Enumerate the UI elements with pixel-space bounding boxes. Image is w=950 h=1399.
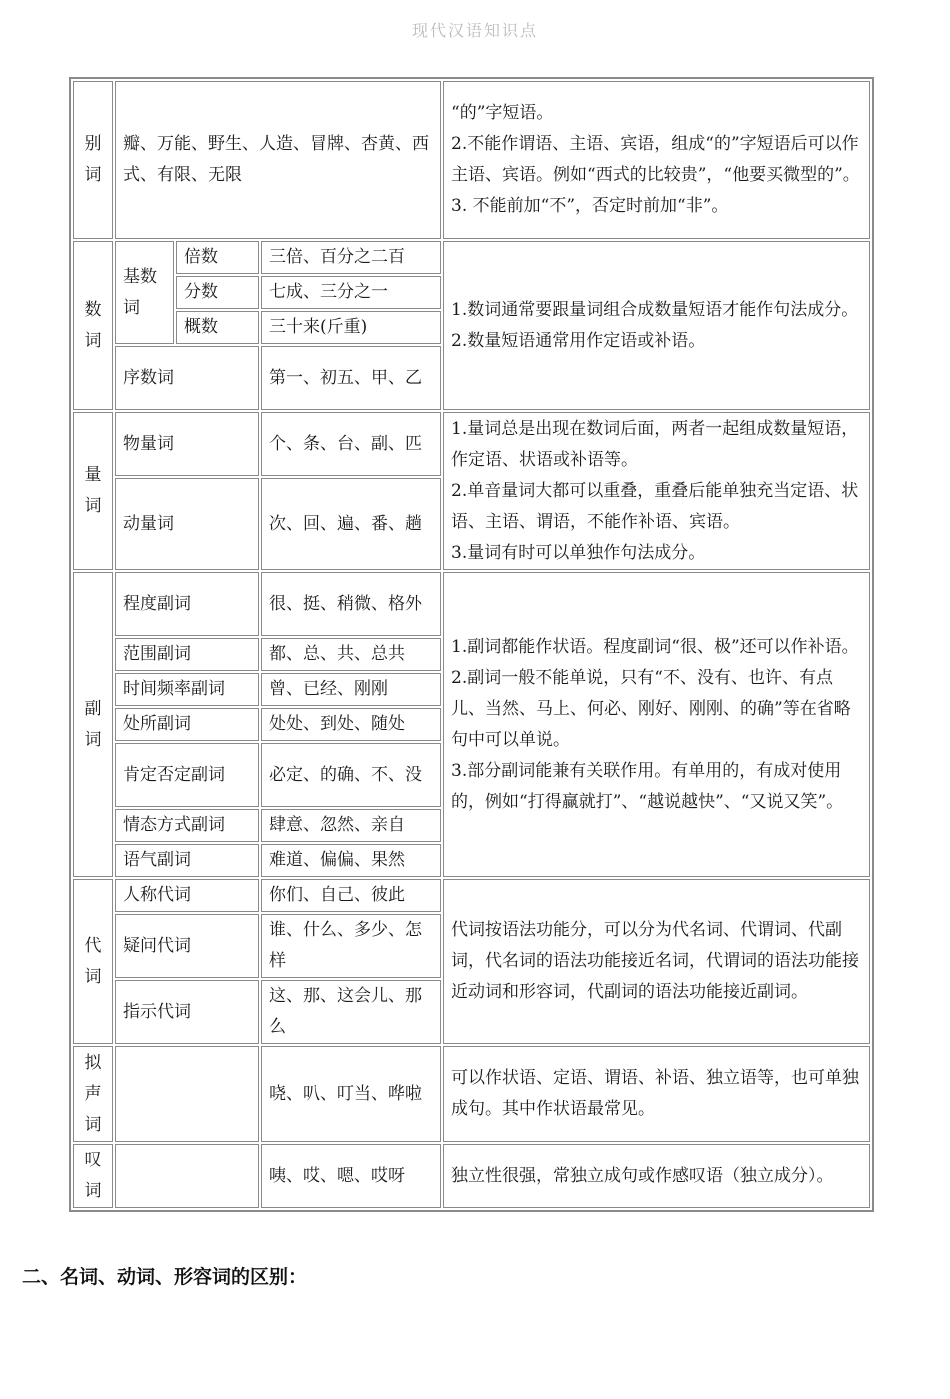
- notes-cell: 1.量词总是出现在数词后面，两者一起组成数量短语，作定语、状语或补语等。 2.单音量词大都可以重叠，重叠后能单独充当定语、状语、主语、谓语，不能作补语、宾语。 3.量词有时可以单独作句法成分。: [443, 412, 870, 570]
- examples-cell: 次、回、遍、番、趟: [261, 478, 441, 570]
- notes-cell: “的”字短语。 2.不能作谓语、主语、宾语，组成“的”字短语后可以作主语、宾语。例如“西式的比较贵”，“他要买微型的”。 3. 不能前加“不”，否定时前加“非”。: [443, 81, 870, 239]
- examples-cell: 必定、的确、不、没: [261, 743, 441, 807]
- examples-cell: 三倍、百分之二百: [261, 241, 441, 274]
- examples-cell: 处处、到处、随处: [261, 708, 441, 741]
- notes-cell: 可以作状语、定语、谓语、补语、独立语等，也可单独成句。其中作状语最常见。: [443, 1046, 870, 1142]
- row-onomatopoeia: [73, 1046, 870, 1142]
- subcategory-cell: 基数词: [115, 241, 174, 344]
- subtype-cell: 分数: [176, 276, 259, 309]
- category-cell: 代词: [73, 879, 113, 1044]
- category-cell: 拟声词: [73, 1046, 113, 1142]
- examples-cell: 谁、什么、多少、怎样: [261, 914, 441, 978]
- examples-cell: 咦、哎、嗯、哎呀: [261, 1144, 441, 1208]
- examples-cell: 瓣、万能、野生、人造、冒牌、杏黄、西式、有限、无限: [115, 81, 441, 239]
- section-heading: 二、名词、动词、形容词的区别：: [22, 1266, 308, 1288]
- subcategory-cell: 序数词: [115, 346, 259, 410]
- examples-cell: 难道、偏偏、果然: [261, 844, 441, 877]
- subcategory-cell: 指示代词: [115, 980, 259, 1044]
- row-distinction-word: [73, 81, 870, 239]
- examples-cell: 都、总、共、总共: [261, 638, 441, 671]
- category-cell: 量词: [73, 412, 113, 570]
- examples-cell: 个、条、台、副、匹: [261, 412, 441, 476]
- subcategory-cell: [115, 1144, 259, 1208]
- examples-cell: 第一、初五、甲、乙: [261, 346, 441, 410]
- row-pronoun: [73, 879, 870, 912]
- category-cell: 副词: [73, 572, 113, 877]
- category-cell: 数词: [73, 241, 113, 410]
- subcategory-cell: 人称代词: [115, 879, 259, 912]
- subcategory-cell: 时间频率副词: [115, 673, 259, 706]
- subcategory-cell: 情态方式副词: [115, 809, 259, 842]
- subcategory-cell: 程度副词: [115, 572, 259, 636]
- examples-cell: 三十来(斤重): [261, 311, 441, 344]
- row-measure: [73, 412, 870, 476]
- row-interjection: [73, 1144, 870, 1208]
- subcategory-cell: 物量词: [115, 412, 259, 476]
- category-cell: 叹词: [73, 1144, 113, 1208]
- subtype-cell: 概数: [176, 311, 259, 344]
- notes-cell: 代词按语法功能分，可以分为代名词、代谓词、代副词，代名词的语法功能接近名词，代谓词的语法功能接近动词和形容词，代副词的语法功能接近副词。: [443, 879, 870, 1044]
- examples-cell: 很、挺、稍微、格外: [261, 572, 441, 636]
- examples-cell: 这、那、这会儿、那么: [261, 980, 441, 1044]
- examples-cell: 曾、已经、刚刚: [261, 673, 441, 706]
- subcategory-cell: 疑问代词: [115, 914, 259, 978]
- subcategory-cell: 肯定否定副词: [115, 743, 259, 807]
- subcategory-cell: 动量词: [115, 478, 259, 570]
- examples-cell: 你们、自己、彼此: [261, 879, 441, 912]
- row-numeral: [73, 241, 870, 274]
- notes-cell: 独立性很强，常独立成句或作感叹语（独立成分）。: [443, 1144, 870, 1208]
- subcategory-cell: [115, 1046, 259, 1142]
- notes-cell: 1.数词通常要跟量词组合成数量短语才能作句法成分。 2.数量短语通常用作定语或补语。: [443, 241, 870, 410]
- page-header: 现代汉语知识点: [411, 21, 538, 40]
- subtype-cell: 倍数: [176, 241, 259, 274]
- examples-cell: 七成、三分之一: [261, 276, 441, 309]
- word-class-table: [69, 77, 874, 1212]
- category-cell: 别词: [73, 81, 113, 239]
- subcategory-cell: 处所副词: [115, 708, 259, 741]
- examples-cell: 肆意、忽然、亲自: [261, 809, 441, 842]
- notes-cell: 1.副词都能作状语。程度副词“很、极”还可以作补语。 2.副词一般不能单说，只有“不、没有、也许、有点儿、当然、马上、何必、刚好、刚刚、的确”等在省略句中可以单说。 3.部分副词能兼有关联作用。有单用的，有成对使用的，例如“打得赢就打”、“越说越快”、“又说又笑”。: [443, 572, 870, 877]
- subcategory-cell: 语气副词: [115, 844, 259, 877]
- examples-cell: 哓、叭、叮当、哗啦: [261, 1046, 441, 1142]
- row-adverb: [73, 572, 870, 636]
- subcategory-cell: 范围副词: [115, 638, 259, 671]
